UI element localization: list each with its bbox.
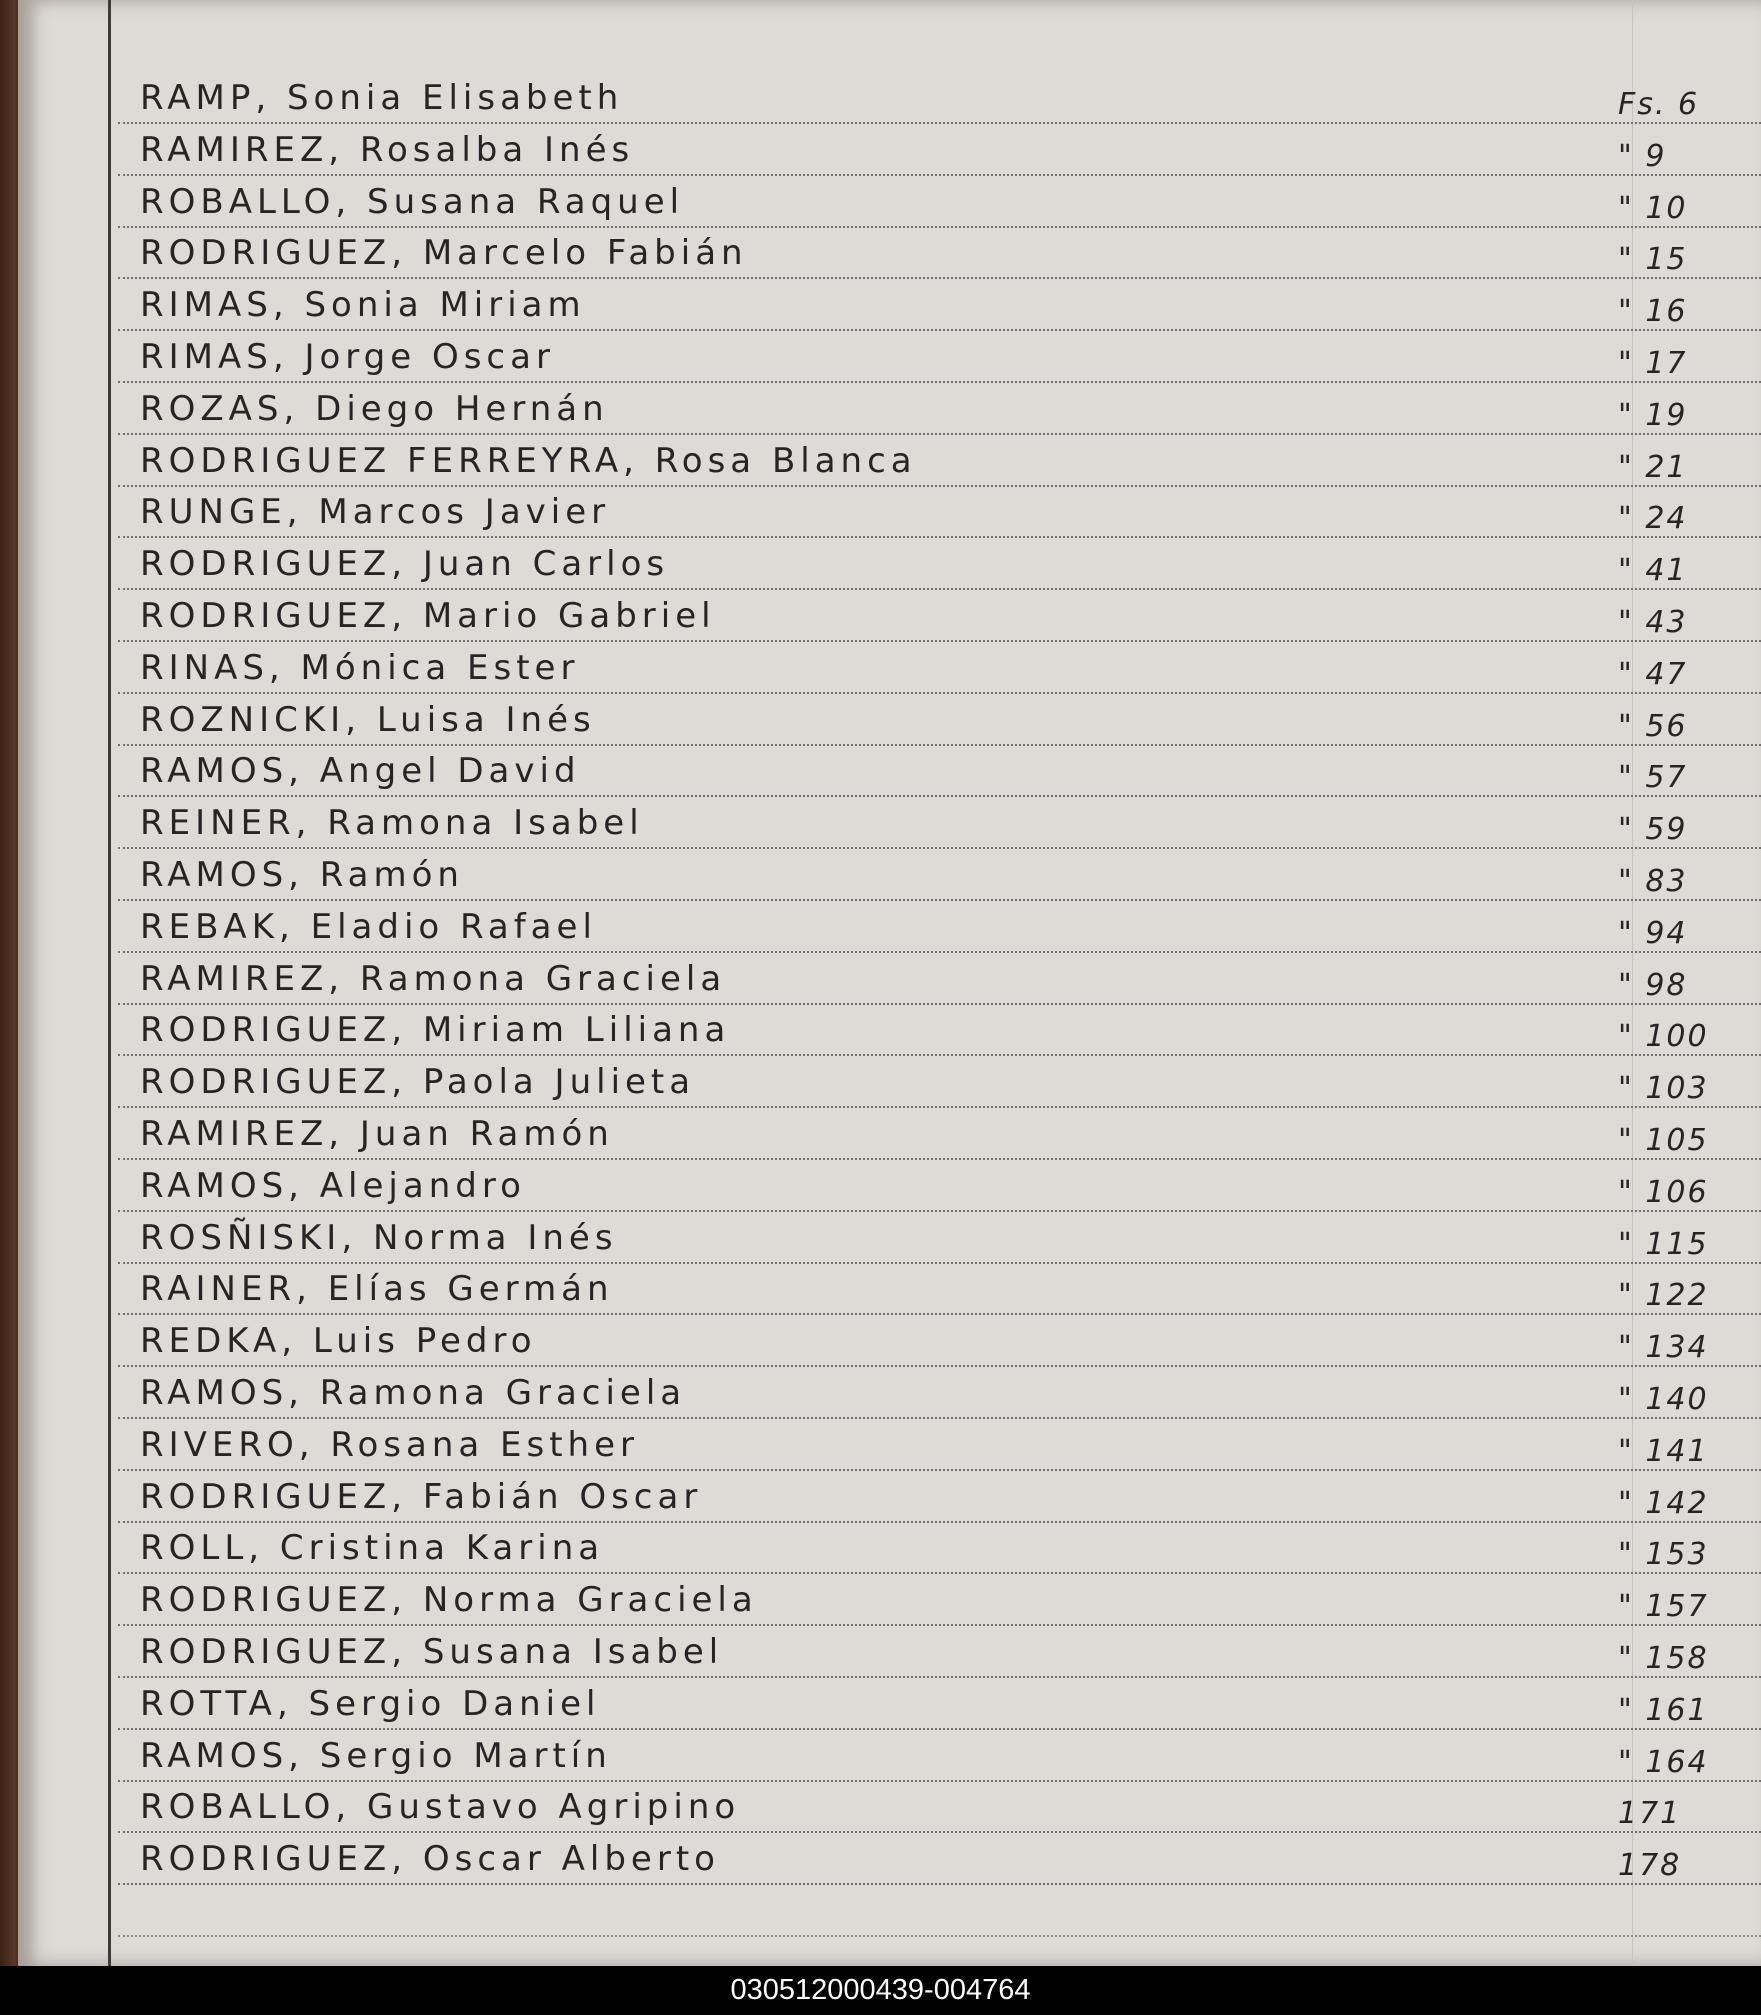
entry-folio: " 83 bbox=[1618, 864, 1688, 899]
entry-name: RINAS, Mónica Ester bbox=[140, 647, 580, 688]
list-item bbox=[118, 1158, 1761, 1212]
list-item bbox=[118, 588, 1761, 642]
entry-folio: " 153 bbox=[1618, 1537, 1709, 1573]
list-item bbox=[118, 122, 1761, 176]
list-item bbox=[118, 70, 1761, 124]
entry-folio: " 141 bbox=[1618, 1433, 1709, 1469]
entry-folio: " 94 bbox=[1618, 915, 1688, 951]
list-item bbox=[118, 1417, 1761, 1471]
entry-name: RODRIGUEZ FERREYRA, Rosa Blanca bbox=[140, 440, 917, 481]
list-item bbox=[118, 1002, 1761, 1056]
list-item bbox=[118, 1728, 1761, 1782]
list-item bbox=[118, 847, 1761, 901]
entry-name: RIMAS, Sonia Miriam bbox=[140, 285, 586, 326]
list-item bbox=[118, 692, 1761, 746]
list-item bbox=[118, 1469, 1761, 1523]
entry-name: RAMP, Sonia Elisabeth bbox=[140, 78, 624, 118]
entry-name: ROTTA, Sergio Daniel bbox=[140, 1683, 601, 1724]
entry-folio: " 134 bbox=[1618, 1330, 1709, 1366]
entry-name: REINER, Ramona Isabel bbox=[140, 803, 644, 844]
entry-name: ROLL, Cristina Karina bbox=[140, 1528, 605, 1569]
entry-name: REBAK, Eladio Rafael bbox=[140, 906, 597, 947]
entry-name: RODRIGUEZ, Susana Isabel bbox=[140, 1632, 724, 1672]
entry-folio: " 157 bbox=[1618, 1589, 1709, 1625]
entry-folio: " 115 bbox=[1618, 1226, 1709, 1262]
entry-name: RAMOS, Alejandro bbox=[140, 1165, 526, 1206]
entry-name: RAMIREZ, Juan Ramón bbox=[140, 1114, 614, 1154]
list-item bbox=[118, 1520, 1761, 1574]
list-item bbox=[118, 743, 1761, 797]
document-id: 030512000439-004764 bbox=[730, 1974, 1031, 2006]
entry-folio: " 105 bbox=[1618, 1123, 1709, 1158]
entry-folio: 178 bbox=[1618, 1848, 1682, 1884]
list-item bbox=[118, 1572, 1761, 1626]
entry-folio: " 41 bbox=[1618, 553, 1688, 589]
list-item bbox=[118, 1831, 1761, 1885]
margin-rule bbox=[108, 0, 111, 1966]
entry-folio: " 100 bbox=[1618, 1019, 1709, 1055]
list-item bbox=[118, 1365, 1761, 1419]
entry-folio: " 19 bbox=[1618, 397, 1688, 433]
entry-folio: " 57 bbox=[1618, 760, 1688, 796]
entry-folio: " 24 bbox=[1618, 501, 1688, 537]
entry-name: RODRIGUEZ, Paola Julieta bbox=[140, 1062, 696, 1103]
list-item bbox=[118, 899, 1761, 953]
entry-folio: " 140 bbox=[1618, 1382, 1709, 1417]
entry-folio: " 17 bbox=[1618, 346, 1688, 381]
entry-folio: " 43 bbox=[1618, 605, 1688, 640]
entry-name: RODRIGUEZ, Miriam Liliana bbox=[140, 1010, 731, 1051]
list-item bbox=[118, 381, 1761, 435]
entry-folio: " 21 bbox=[1618, 449, 1688, 485]
entry-name: RAMIREZ, Rosalba Inés bbox=[140, 129, 635, 170]
entry-folio: " 98 bbox=[1618, 967, 1688, 1003]
entry-name: RODRIGUEZ, Oscar Alberto bbox=[140, 1839, 720, 1880]
entry-folio: " 15 bbox=[1618, 242, 1688, 278]
entry-folio: " 158 bbox=[1618, 1641, 1709, 1676]
entry-name: RAMOS, Ramón bbox=[140, 855, 464, 895]
entry-name: RODRIGUEZ, Norma Graciela bbox=[140, 1580, 758, 1621]
list-item bbox=[118, 225, 1761, 279]
entry-name: RAINER, Elías Germán bbox=[140, 1269, 614, 1310]
entry-folio: " 47 bbox=[1618, 656, 1688, 692]
entry-name: ROZAS, Diego Hernán bbox=[140, 388, 609, 429]
entry-folio: " 9 bbox=[1618, 138, 1667, 174]
list-item bbox=[118, 329, 1761, 383]
list-item bbox=[118, 1054, 1761, 1108]
entry-folio: " 59 bbox=[1618, 812, 1688, 848]
entry-name: ROZNICKI, Luisa Inés bbox=[140, 699, 596, 740]
entry-name: RAMOS, Angel David bbox=[140, 751, 581, 792]
entry-name: RODRIGUEZ, Fabián Oscar bbox=[140, 1476, 703, 1517]
entry-name: ROSÑISKI, Norma Inés bbox=[140, 1217, 618, 1258]
list-item bbox=[118, 640, 1761, 694]
entry-folio: " 16 bbox=[1618, 294, 1688, 330]
entry-folio: " 122 bbox=[1618, 1278, 1709, 1314]
entry-name: RIMAS, Jorge Oscar bbox=[140, 337, 555, 377]
entry-name: RUNGE, Marcos Javier bbox=[140, 492, 611, 533]
entry-name: RODRIGUEZ, Mario Gabriel bbox=[140, 596, 716, 636]
list-item bbox=[118, 433, 1761, 487]
list-item bbox=[118, 536, 1761, 590]
entry-folio: " 10 bbox=[1618, 190, 1688, 226]
list-item bbox=[118, 795, 1761, 849]
ledger-page bbox=[18, 0, 1761, 1966]
entry-folio: " 142 bbox=[1618, 1485, 1709, 1521]
entry-name: RODRIGUEZ, Juan Carlos bbox=[140, 544, 670, 585]
list-item bbox=[118, 1106, 1761, 1160]
entry-folio: " 106 bbox=[1618, 1174, 1709, 1210]
entry-name: RAMOS, Ramona Graciela bbox=[140, 1373, 687, 1413]
entry-name: RODRIGUEZ, Marcelo Fabián bbox=[140, 233, 748, 274]
list-item bbox=[118, 1313, 1761, 1367]
entry-folio: Fs. 6 bbox=[1618, 87, 1700, 122]
entry-name: RIVERO, Rosana Esther bbox=[140, 1424, 640, 1465]
list-item bbox=[118, 277, 1761, 331]
list-item bbox=[118, 174, 1761, 228]
ruled-line bbox=[118, 1935, 1761, 1937]
list-item bbox=[118, 1210, 1761, 1264]
list-item bbox=[118, 1261, 1761, 1315]
entry-name: ROBALLO, Gustavo Agripino bbox=[140, 1787, 741, 1828]
entry-folio: " 56 bbox=[1618, 708, 1688, 744]
entry-folio: " 103 bbox=[1618, 1071, 1709, 1107]
entry-folio: " 161 bbox=[1618, 1692, 1709, 1728]
entry-name: RAMIREZ, Ramona Graciela bbox=[140, 958, 727, 999]
list-item bbox=[118, 1779, 1761, 1833]
list-item bbox=[118, 1624, 1761, 1678]
entry-name: ROBALLO, Susana Raquel bbox=[140, 181, 685, 222]
list-item bbox=[118, 1676, 1761, 1730]
list-item bbox=[118, 951, 1761, 1005]
entry-folio: 171 bbox=[1618, 1796, 1682, 1832]
entry-folio: " 164 bbox=[1618, 1744, 1709, 1780]
entry-name: RAMOS, Sergio Martín bbox=[140, 1735, 612, 1776]
list-item bbox=[118, 484, 1761, 538]
entry-name: REDKA, Luis Pedro bbox=[140, 1321, 537, 1362]
